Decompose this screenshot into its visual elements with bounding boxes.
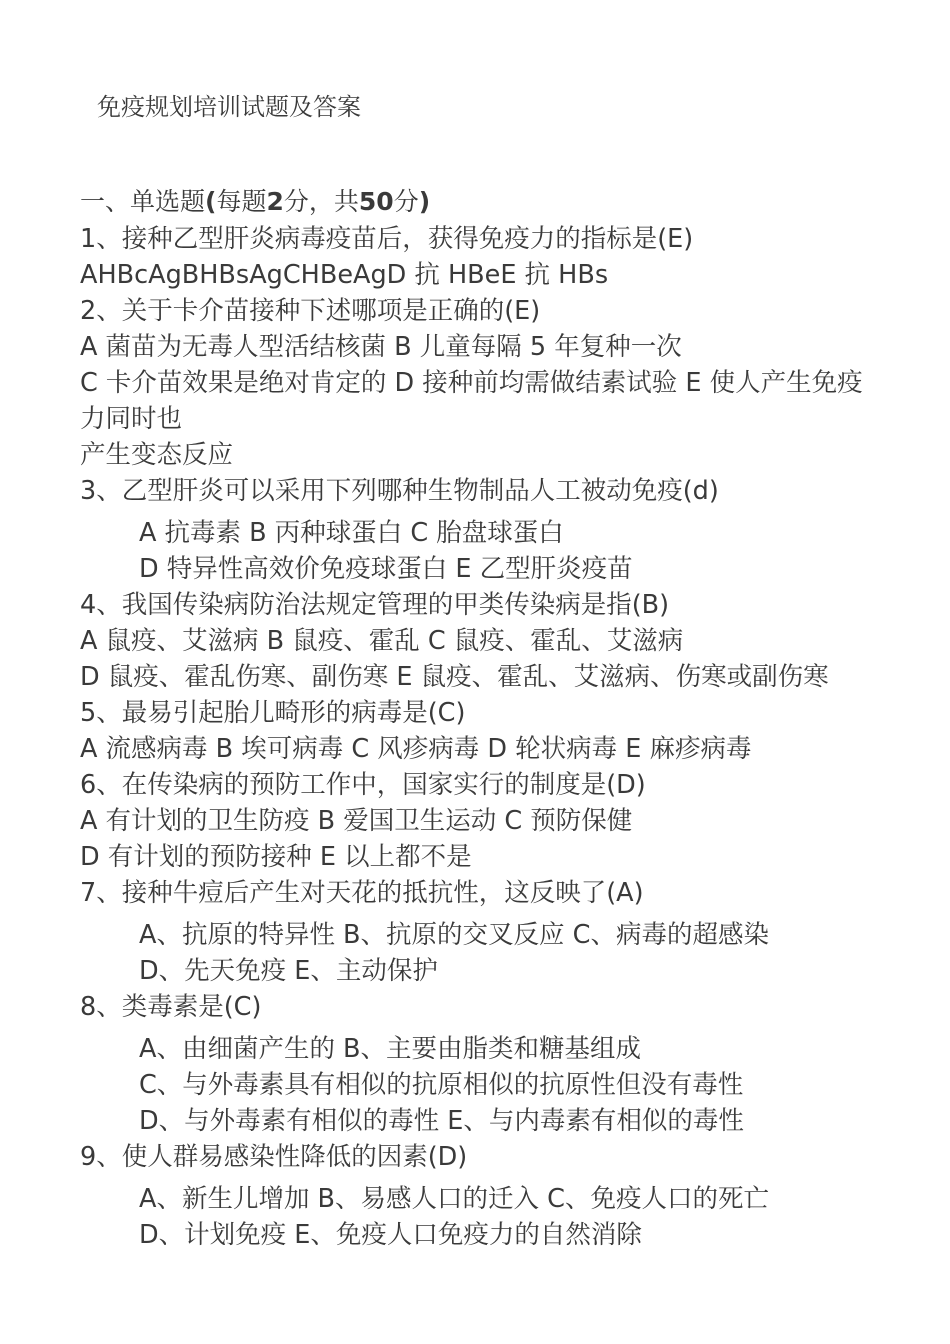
question-2-options-a: A 菌苗为无毒人型活结核菌 B 儿童每隔 5 年复种一次 [80,332,682,362]
question-4-options-d: D 鼠疫、霍乱伤寒、副伤寒 E 鼠疫、霍乱、艾滋病、伤寒或副伤寒 [80,662,829,692]
question-9: 9、使人群易感染性降低的因素(D) [80,1142,468,1172]
question-2: 2、关于卡介苗接种下述哪项是正确的(E) [80,296,541,326]
question-5: 5、最易引起胎儿畸形的病毒是(C) [80,698,466,728]
question-8-options-d: D、与外毒素有相似的毒性 E、与内毒素有相似的毒性 [139,1106,744,1136]
question-8-options-c: C、与外毒素具有相似的抗原相似的抗原性但没有毒性 [139,1070,744,1100]
question-6-options-d: D 有计划的预防接种 E 以上都不是 [80,842,472,872]
document-title: 免疫规划培训试题及答案 [97,93,361,121]
question-3-options-d: D 特异性高效价免疫球蛋白 E 乙型肝炎疫苗 [139,554,633,584]
question-2-options-c: C 卡介苗效果是绝对肯定的 D 接种前均需做结素试验 E 使人产生免疫力同时也 [80,368,863,434]
question-5-options: A 流感病毒 B 埃可病毒 C 风疹病毒 D 轮状病毒 E 麻疹病毒 [80,734,752,764]
document-body [80,184,870,1253]
question-1-options: AHBcAgBHBsAgCHBeAgD 抗 HBeE 抗 HBs [80,260,609,290]
question-6-options-a: A 有计划的卫生防疫 B 爱国卫生运动 C 预防保健 [80,806,633,836]
question-9-options-d: D、计划免疫 E、免疫人口免疫力的自然消除 [139,1220,642,1250]
question-4-options-a: A 鼠疫、艾滋病 B 鼠疫、霍乱 C 鼠疫、霍乱、艾滋病 [80,626,684,656]
question-6: 6、在传染病的预防工作中，国家实行的制度是(D) [80,770,646,800]
question-1: 1、接种乙型肝炎病毒疫苗后，获得免疫力的指标是(E) [80,224,694,254]
question-7-options-d: D、先天免疫 E、主动保护 [139,956,438,986]
question-4: 4、我国传染病防治法规定管理的甲类传染病是指(B) [80,590,670,620]
question-3-options-a: A 抗毒素 B 丙种球蛋白 C 胎盘球蛋白 [139,518,564,548]
question-3: 3、乙型肝炎可以采用下列哪种生物制品人工被动免疫(d) [80,476,719,506]
question-8-options-a: A、由细菌产生的 B、主要由脂类和糖基组成 [139,1034,642,1064]
question-9-options-a: A、新生儿增加 B、易感人口的迁入 C、免疫人口的死亡 [139,1184,769,1214]
question-7-options-a: A、抗原的特异性 B、抗原的交叉反应 C、病毒的超感染 [139,920,769,950]
question-2-options-tail: 产生变态反应 [80,440,234,470]
section-heading: 一、单选题(每题2分，共50分) [80,187,431,216]
question-7: 7、接种牛痘后产生对天花的抵抗性，这反映了(A) [80,878,644,908]
question-8: 8、类毒素是(C) [80,992,262,1022]
